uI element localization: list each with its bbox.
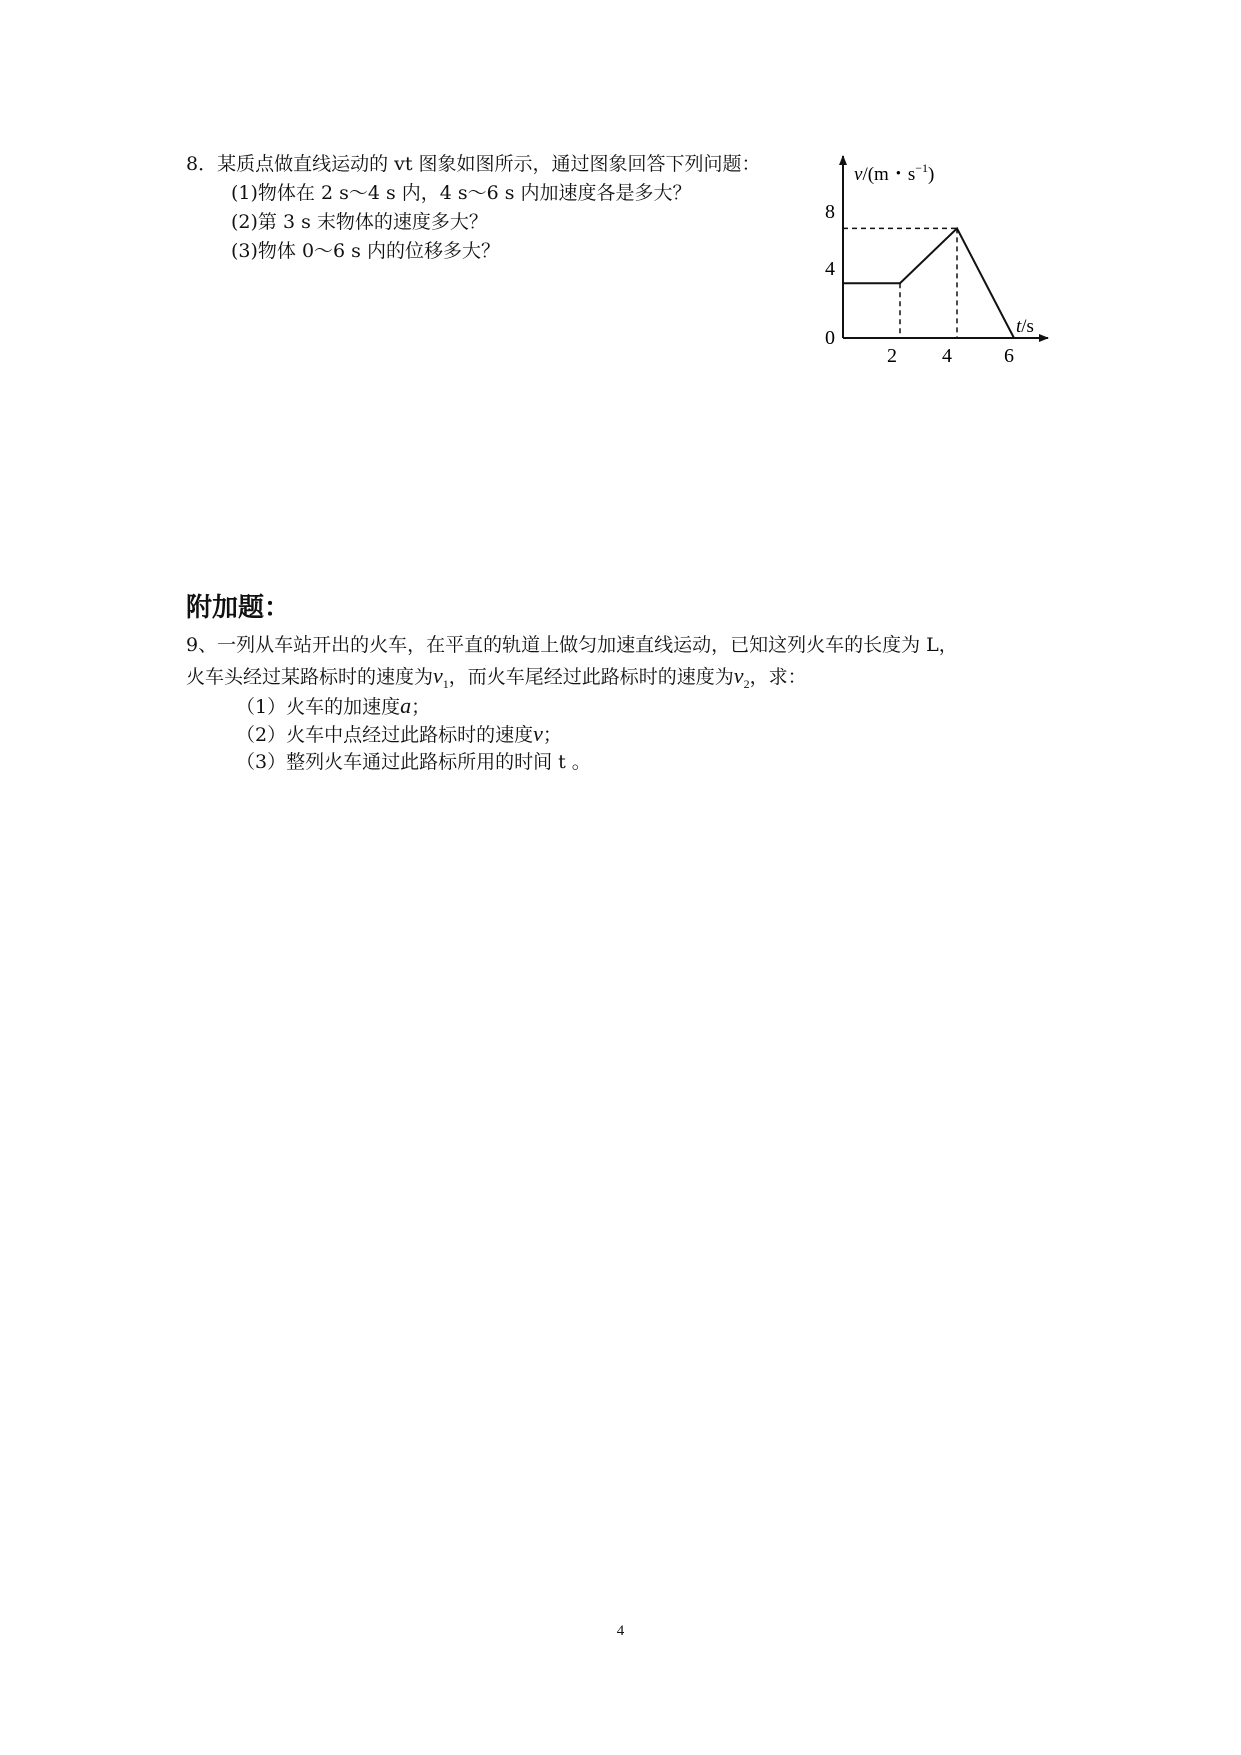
question-9-line-2	[186, 663, 807, 692]
vt-graph	[816, 150, 1066, 370]
x-tick-label-4: 4	[942, 345, 952, 367]
question-9-part-1-text: （1）火车的加速度	[236, 696, 401, 718]
page-number: 4	[616, 1623, 625, 1639]
v1-symbol	[433, 663, 449, 691]
question-9-part-1	[236, 693, 430, 720]
velocity-series-line	[843, 228, 1014, 338]
velocity-symbol: v	[533, 721, 543, 746]
question-9-part-2-end: ；	[542, 724, 562, 746]
extra-heading: 附加题：	[186, 593, 291, 623]
question-8-part-3: (3)物体 0～6 s 内的位移多大？	[231, 240, 500, 262]
x-tick-label-2: 2	[887, 345, 897, 367]
origin-label: 0	[825, 327, 835, 349]
v2-letter: v	[733, 663, 744, 688]
v1-subscript: 1	[442, 677, 449, 691]
question-9-line-2-part-b: ，而火车尾经过此路标时的速度为	[448, 666, 734, 688]
data-point-t0	[842, 282, 844, 284]
data-point-t2	[899, 282, 901, 284]
question-9-line-2-part-c: ，求：	[749, 666, 807, 688]
question-8-stem: 8．某质点做直线运动的 vt 图象如图所示，通过图象回答下列问题：	[186, 153, 761, 175]
question-9-part-3: （3）整列火车通过此路标所用的时间 t 。	[236, 751, 591, 773]
question-9-line-2-part-a: 火车头经过某路标时的速度为	[186, 666, 434, 688]
acceleration-symbol: a	[400, 693, 412, 718]
data-point-t6	[1013, 337, 1015, 339]
question-9-part-2-text: （2）火车中点经过此路标时的速度	[236, 724, 534, 746]
question-8-part-2: (2)第 3 s 末物体的速度多大？	[231, 211, 488, 233]
x-tick-label-6: 6	[1004, 345, 1014, 367]
v1-letter: v	[433, 663, 443, 688]
y-axis-label: v/(m・$s^{-1}$)	[854, 161, 935, 185]
question-8-part-1: (1)物体在 2 s～4 s 内，4 s～6 s 内加速度各是多大？	[231, 182, 692, 204]
question-9-part-1-end: ；	[411, 696, 431, 718]
data-point-t4	[956, 228, 958, 230]
question-9-part-2	[236, 721, 562, 748]
y-tick-label-4: 4	[825, 258, 835, 280]
y-tick-label-8: 8	[825, 201, 835, 223]
question-9-line-1: 9、一列从车站开出的火车，在平直的轨道上做匀加速直线运动，已知这列火车的长度为 L，	[186, 634, 958, 656]
v2-subscript: 2	[743, 677, 750, 691]
v2-symbol	[733, 663, 750, 691]
x-axis-label: t/s	[1016, 316, 1034, 337]
